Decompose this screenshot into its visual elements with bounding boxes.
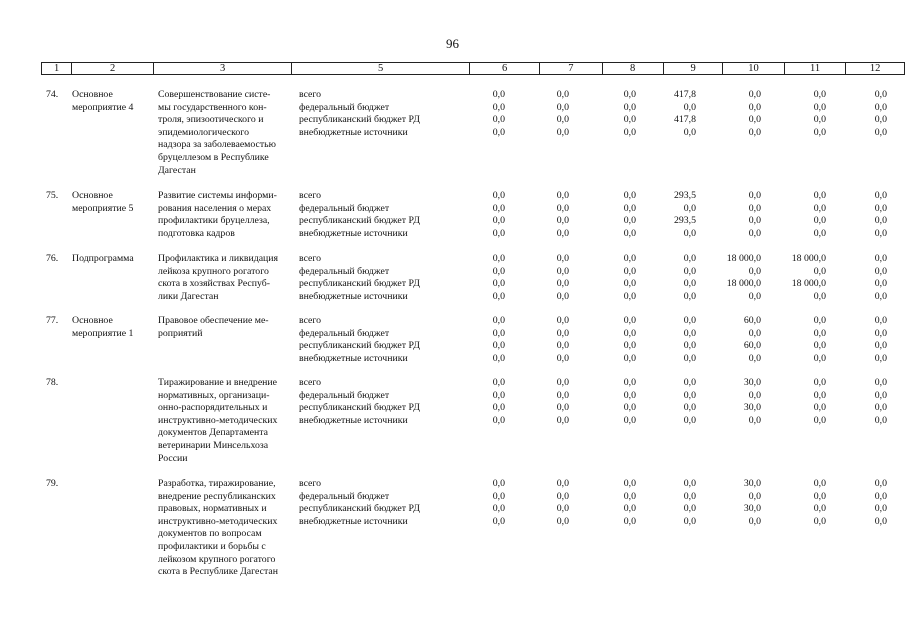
value-cell: 0,0 [556,278,569,290]
value-col-7 [509,478,569,528]
value-cell: 0,0 [683,101,696,113]
value-cell: 0,0 [683,515,696,527]
row-number: 74. [46,89,59,100]
value-cell: 0,0 [683,503,696,515]
value-cell: 0,0 [874,126,887,138]
value-cell: 0,0 [813,215,826,227]
value-cell: 0,0 [874,227,887,239]
value-cell: 0,0 [813,227,826,239]
funding-sources [299,89,449,139]
value-cell: 18 000,0 [726,253,761,264]
funding-source-label: всего [299,89,322,100]
value-cell: 0,0 [623,215,636,227]
value-col-7 [509,190,569,240]
value-cell: 0,0 [623,503,636,515]
value-cell: 0,0 [556,327,569,339]
value-cell: 0,0 [874,478,887,489]
value-cell: 0,0 [556,503,569,515]
value-cell: 0,0 [556,114,569,126]
funding-source-label: внебюджетные источники [299,515,408,527]
value-cell: 0,0 [556,265,569,277]
value-cell: 0,0 [492,315,505,326]
header-col-5: 5 [292,63,470,75]
value-cell: 0,0 [623,253,636,264]
value-cell: 0,0 [556,89,569,100]
value-cell: 0,0 [556,402,569,414]
value-col-12 [827,377,887,427]
header-col-7: 7 [540,63,602,75]
value-cell: 0,0 [748,389,761,401]
value-cell: 0,0 [874,89,887,100]
funding-source-label: республиканский бюджет РД [299,114,420,126]
funding-source-label: всего [299,478,322,489]
value-cell: 0,0 [813,290,826,302]
funding-source-label: внебюджетные источники [299,227,408,239]
value-cell: 0,0 [874,503,887,515]
value-cell: 0,0 [492,290,505,302]
value-cell: 0,0 [556,515,569,527]
value-cell: 0,0 [556,478,569,489]
value-col-10 [701,253,761,303]
header-col-8: 8 [602,63,663,75]
value-cell: 0,0 [623,315,636,326]
value-cell: 0,0 [492,190,505,201]
value-col-9 [636,315,696,365]
value-cell: 0,0 [623,402,636,414]
value-cell: 0,0 [874,278,887,290]
value-col-8 [576,190,636,240]
funding-source-label: федеральный бюджет [299,101,390,113]
value-cell: 0,0 [813,101,826,113]
value-cell: 30,0 [743,503,761,515]
value-cell: 0,0 [556,340,569,352]
value-cell: 0,0 [813,114,826,126]
value-cell: 60,0 [743,315,761,326]
value-cell: 0,0 [874,402,887,414]
value-cell: 0,0 [623,265,636,277]
value-cell: 0,0 [556,377,569,388]
value-cell: 0,0 [683,265,696,277]
row-description: Совершенствование систе- мы государственного кон- троля, эпизоотического и эпидемиологического надзора за заболеваемостью бруцеллезом в Республике Дагестан [158,89,276,176]
value-cell: 0,0 [623,515,636,527]
value-cell: 0,0 [748,202,761,214]
row-number: 75. [46,190,59,201]
value-cell: 0,0 [748,114,761,126]
value-cell: 0,0 [492,389,505,401]
funding-source-label: республиканский бюджет РД [299,215,420,227]
row-type: Подпрограмма [72,253,134,264]
value-col-6 [445,315,505,365]
value-cell: 0,0 [492,114,505,126]
funding-source-label: внебюджетные источники [299,414,408,426]
value-cell: 0,0 [556,414,569,426]
value-cell: 0,0 [556,352,569,364]
header-col-6: 6 [470,63,540,75]
value-cell: 0,0 [492,265,505,277]
value-col-11 [766,253,826,303]
row-number: 77. [46,315,59,326]
value-col-11 [766,190,826,240]
value-cell: 0,0 [623,377,636,388]
value-cell: 0,0 [813,315,826,326]
funding-source-label: внебюджетные источники [299,126,408,138]
value-col-10 [701,377,761,427]
funding-source-label: республиканский бюджет РД [299,340,420,352]
value-cell: 18 000,0 [791,253,826,264]
value-col-9 [636,89,696,139]
value-cell: 0,0 [874,352,887,364]
row-description: Развитие системы информи- рования населения о мерах профилактики бруцеллеза, подготовка кадров [158,190,277,239]
value-col-9 [636,253,696,303]
value-cell: 0,0 [623,389,636,401]
value-cell: 0,0 [556,227,569,239]
value-col-12 [827,89,887,139]
value-cell: 30,0 [743,402,761,414]
value-cell: 0,0 [492,515,505,527]
value-cell: 0,0 [492,490,505,502]
value-cell: 0,0 [748,190,761,201]
value-col-8 [576,89,636,139]
value-cell: 0,0 [623,414,636,426]
value-cell: 0,0 [813,202,826,214]
value-cell: 0,0 [874,253,887,264]
value-cell: 0,0 [813,389,826,401]
row-number: 79. [46,478,59,489]
value-cell: 60,0 [743,340,761,352]
value-cell: 0,0 [813,327,826,339]
value-cell: 0,0 [623,278,636,290]
value-cell: 0,0 [748,490,761,502]
value-cell: 0,0 [813,352,826,364]
value-cell: 0,0 [556,215,569,227]
value-cell: 0,0 [874,215,887,227]
value-cell: 0,0 [874,414,887,426]
value-cell: 0,0 [492,101,505,113]
value-cell: 0,0 [683,227,696,239]
value-cell: 0,0 [492,414,505,426]
value-cell: 0,0 [492,253,505,264]
value-cell: 30,0 [743,478,761,489]
row-description: Профилактика и ликвидация лейкоза крупного рогатого скота в хозяйствах Респуб- лики Дагестан [158,253,279,302]
value-cell: 0,0 [874,315,887,326]
value-cell: 0,0 [874,490,887,502]
value-cell: 0,0 [813,402,826,414]
value-col-10 [701,89,761,139]
row-number: 76. [46,253,59,264]
row-description: Тиражирование и внедрение нормативных, организаци- онно-распорядительных и инструктивно-методических документов Департамента ветеринарии Минсельхоза России [158,377,278,464]
value-cell: 0,0 [623,490,636,502]
value-cell: 0,0 [683,389,696,401]
value-cell: 417,8 [673,114,696,126]
value-cell: 0,0 [748,265,761,277]
value-cell: 0,0 [623,478,636,489]
value-col-12 [827,253,887,303]
value-cell: 0,0 [813,126,826,138]
value-cell: 0,0 [683,278,696,290]
value-cell: 18 000,0 [791,278,826,290]
funding-source-label: внебюджетные источники [299,352,408,364]
value-cell: 0,0 [683,327,696,339]
value-cell: 0,0 [748,515,761,527]
header-col-11: 11 [784,63,846,75]
funding-source-label: внебюджетные источники [299,290,408,302]
value-cell: 0,0 [748,227,761,239]
value-cell: 0,0 [623,340,636,352]
row-type: Основное мероприятие 1 [72,315,134,339]
value-cell: 0,0 [492,478,505,489]
value-cell: 0,0 [492,402,505,414]
value-cell: 0,0 [813,89,826,100]
value-cell: 0,0 [813,515,826,527]
header-col-12: 12 [846,63,905,75]
value-cell: 0,0 [492,278,505,290]
value-cell: 0,0 [492,327,505,339]
funding-source-label: федеральный бюджет [299,327,390,339]
value-cell: 0,0 [748,215,761,227]
value-cell: 0,0 [492,340,505,352]
value-cell: 0,0 [813,414,826,426]
value-cell: 0,0 [748,414,761,426]
value-col-6 [445,253,505,303]
value-cell: 0,0 [874,515,887,527]
value-cell: 0,0 [683,290,696,302]
value-cell: 30,0 [743,377,761,388]
value-cell: 0,0 [683,126,696,138]
column-number-header [41,62,905,75]
value-cell: 0,0 [683,253,696,264]
value-cell: 293,5 [673,190,696,201]
value-cell: 0,0 [623,126,636,138]
value-col-12 [827,190,887,240]
value-col-8 [576,478,636,528]
value-cell: 417,8 [673,89,696,100]
row-type: Основное мероприятие 4 [72,89,134,113]
value-cell: 0,0 [683,414,696,426]
value-col-8 [576,253,636,303]
row-description: Правовое обеспечение ме- роприятий [158,315,269,339]
value-cell: 0,0 [623,202,636,214]
value-cell: 0,0 [623,227,636,239]
value-col-8 [576,315,636,365]
value-cell: 0,0 [556,290,569,302]
funding-source-label: федеральный бюджет [299,389,390,401]
value-cell: 0,0 [874,377,887,388]
funding-source-label: республиканский бюджет РД [299,278,420,290]
value-col-9 [636,478,696,528]
value-cell: 0,0 [492,352,505,364]
funding-source-label: федеральный бюджет [299,265,390,277]
value-cell: 0,0 [748,327,761,339]
value-cell: 0,0 [623,114,636,126]
value-col-7 [509,315,569,365]
value-col-12 [827,478,887,528]
value-cell: 0,0 [874,190,887,201]
value-cell: 0,0 [874,101,887,113]
value-col-6 [445,478,505,528]
value-cell: 0,0 [683,402,696,414]
value-cell: 0,0 [874,327,887,339]
funding-source-label: республиканский бюджет РД [299,503,420,515]
header-col-9: 9 [663,63,722,75]
value-cell: 0,0 [683,478,696,489]
header-col-1: 1 [42,63,72,75]
value-cell: 0,0 [874,340,887,352]
value-cell: 0,0 [683,202,696,214]
value-col-7 [509,377,569,427]
value-col-8 [576,377,636,427]
funding-sources [299,253,449,303]
value-cell: 0,0 [556,389,569,401]
value-cell: 0,0 [683,490,696,502]
value-col-11 [766,377,826,427]
value-col-11 [766,315,826,365]
value-cell: 0,0 [492,126,505,138]
value-cell: 0,0 [623,290,636,302]
value-cell: 0,0 [556,101,569,113]
value-col-7 [509,89,569,139]
value-cell: 0,0 [683,352,696,364]
value-col-10 [701,478,761,528]
value-cell: 0,0 [748,126,761,138]
value-cell: 0,0 [748,101,761,113]
funding-source-label: федеральный бюджет [299,490,390,502]
funding-source-label: всего [299,253,322,264]
funding-source-label: республиканский бюджет РД [299,402,420,414]
funding-sources [299,315,449,365]
header-col-2: 2 [72,63,154,75]
header-col-3: 3 [154,63,292,75]
value-cell: 293,5 [673,215,696,227]
value-cell: 0,0 [748,89,761,100]
funding-sources [299,190,449,240]
value-cell: 18 000,0 [726,278,761,290]
value-col-11 [766,89,826,139]
value-cell: 0,0 [748,352,761,364]
value-col-9 [636,190,696,240]
value-cell: 0,0 [492,377,505,388]
value-cell: 0,0 [813,377,826,388]
funding-sources [299,478,449,528]
value-cell: 0,0 [813,190,826,201]
value-cell: 0,0 [874,290,887,302]
funding-sources [299,377,449,427]
value-col-6 [445,377,505,427]
row-description: Разработка, тиражирование, внедрение республиканских правовых, нормативных и инструктивно-методических документов по вопросам профилактики и борьбы с лейкозом крупного рогатого скота в Республике Дагестан [158,478,278,578]
value-cell: 0,0 [623,327,636,339]
page-number: 96 [446,36,459,51]
funding-source-label: всего [299,315,322,326]
value-cell: 0,0 [813,503,826,515]
value-cell: 0,0 [748,290,761,302]
funding-source-label: всего [299,190,322,201]
value-cell: 0,0 [623,352,636,364]
value-cell: 0,0 [683,315,696,326]
value-cell: 0,0 [492,215,505,227]
value-cell: 0,0 [556,253,569,264]
value-cell: 0,0 [683,377,696,388]
value-cell: 0,0 [874,389,887,401]
value-cell: 0,0 [492,227,505,239]
funding-source-label: всего [299,377,322,388]
value-col-7 [509,253,569,303]
value-cell: 0,0 [623,190,636,201]
value-cell: 0,0 [813,490,826,502]
value-cell: 0,0 [874,202,887,214]
value-col-11 [766,478,826,528]
value-col-10 [701,190,761,240]
value-cell: 0,0 [874,265,887,277]
value-col-10 [701,315,761,365]
value-cell: 0,0 [623,89,636,100]
value-col-6 [445,89,505,139]
value-cell: 0,0 [556,126,569,138]
value-cell: 0,0 [492,503,505,515]
value-cell: 0,0 [623,101,636,113]
value-cell: 0,0 [556,315,569,326]
value-cell: 0,0 [556,490,569,502]
funding-source-label: федеральный бюджет [299,202,390,214]
value-cell: 0,0 [874,114,887,126]
value-cell: 0,0 [813,478,826,489]
value-cell: 0,0 [492,89,505,100]
header-col-10: 10 [723,63,785,75]
value-cell: 0,0 [683,340,696,352]
value-cell: 0,0 [813,340,826,352]
value-cell: 0,0 [813,265,826,277]
row-number: 78. [46,377,59,388]
row-type: Основное мероприятие 5 [72,190,134,214]
value-cell: 0,0 [492,202,505,214]
value-col-9 [636,377,696,427]
value-col-12 [827,315,887,365]
value-col-6 [445,190,505,240]
value-cell: 0,0 [556,202,569,214]
value-cell: 0,0 [556,190,569,201]
